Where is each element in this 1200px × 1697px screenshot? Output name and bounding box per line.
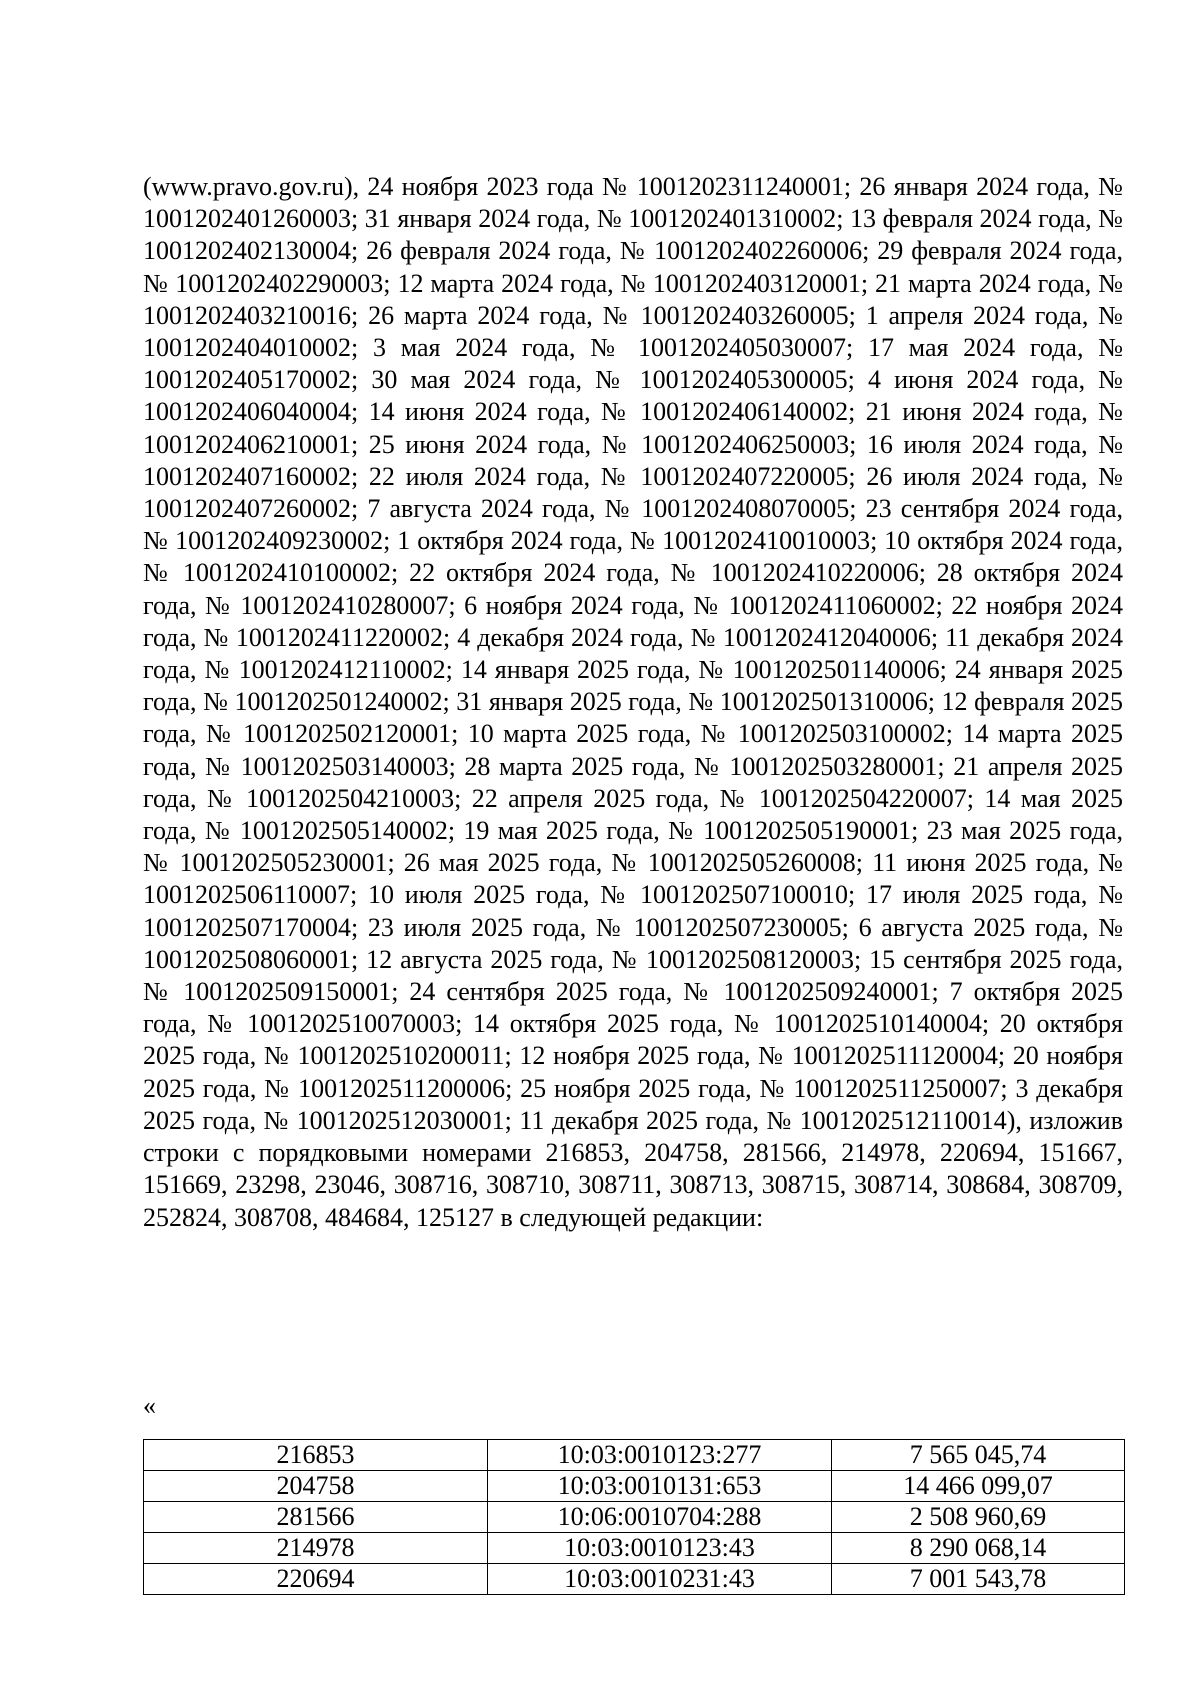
row-number-cell: 281566	[144, 1502, 488, 1533]
opening-quote: «	[143, 1391, 156, 1420]
row-number-cell: 220694	[144, 1564, 488, 1595]
row-number-cell: 216853	[144, 1440, 488, 1471]
table-row	[144, 1471, 1125, 1502]
table-row	[144, 1440, 1125, 1471]
cadastral-value-cell: 8 290 068,14	[832, 1533, 1125, 1564]
row-number-cell: 214978	[144, 1533, 488, 1564]
cadastral-number-cell: 10:03:0010131:653	[488, 1471, 832, 1502]
cadastral-value-cell: 2 508 960,69	[832, 1502, 1125, 1533]
table-row	[144, 1502, 1125, 1533]
cadastral-value-cell: 14 466 099,07	[832, 1471, 1125, 1502]
table-row	[144, 1564, 1125, 1595]
body-paragraph: (www.pravo.gov.ru), 24 ноября 2023 года № 1001202311240001; 26 января 2024 года, № 1001202401260003; 31 января 2024 года, № 1001202401310002; 13 февраля 2024 года, № 1001202402130004; 26 февраля 2024 года, № 1001202402260006; 29 февраля 2024 года, № 1001202402290003; 12 марта 2024 года, № 1001202403120001; 21 марта 2024 года, № 1001202403210016; 26 марта 2024 года, № 1001202403260005; 1 апреля 2024 года, № 1001202404010002; 3 мая 2024 года, № 1001202405030007; 17 мая 2024 года, № 1001202405170002; 30 мая 2024 года, № 1001202405300005; 4 июня 2024 года, № 1001202406040004; 14 июня 2024 года, № 1001202406140002; 21 июня 2024 года, № 1001202406210001; 25 июня 2024 года, № 1001202406250003; 16 июля 2024 года, № 1001202407160002; 22 июля 2024 года, № 1001202407220005; 26 июля 2024 года, № 1001202407260002; 7 августа 2024 года, № 1001202408070005; 23 сентября 2024 года, № 1001202409230002; 1 октября 2024 года, № 1001202410010003; 10 октября 2024 года, № 1001202410100002; 22 октября 2024 года, № 1001202410220006; 28 октября 2024 года, № 1001202410280007; 6 ноября 2024 года, № 1001202411060002; 22 ноября 2024 года, № 1001202411220002; 4 декабря 2024 года, № 1001202412040006; 11 декабря 2024 года, № 1001202412110002; 14 января 2025 года, № 1001202501140006; 24 января 2025 года, № 1001202501240002; 31 января 2025 года, № 1001202501310006; 12 февраля 2025 года, № 1001202502120001; 10 марта 2025 года, № 1001202503100002; 14 марта 2025 года, № 1001202503140003; 28 марта 2025 года, № 1001202503280001; 21 апреля 2025 года, № 1001202504210003; 22 апреля 2025 года, № 1001202504220007; 14 мая 2025 года, № 1001202505140002; 19 мая 2025 года, № 1001202505190001; 23 мая 2025 года, № 1001202505230001; 26 мая 2025 года, № 1001202505260008; 11 июня 2025 года, № 1001202506110007; 10 июля 2025 года, № 1001202507100010; 17 июля 2025 года, № 1001202507170004; 23 июля 2025 года, № 1001202507230005; 6 августа 2025 года, № 1001202508060001; 12 августа 2025 года, № 1001202508120003; 15 сентября 2025 года, № 1001202509150001; 24 сентября 2025 года, № 1001202509240001; 7 октября 2025 года, № 1001202510070003; 14 октября 2025 года, № 1001202510140004; 20 октября 2025 года, № 1001202510200011; 12 ноября 2025 года, № 1001202511120004; 20 ноября 2025 года, № 1001202511200006; 25 ноября 2025 года, № 1001202511250007; 3 декабря 2025 года, № 1001202512030001; 11 декабря 2025 года, № 1001202512110014), изложив строки с порядковыми номерами 216853, 204758, 281566, 214978, 220694, 151667, 151669, 23298, 23046, 308716, 308710, 308711, 308713, 308715, 308714, 308684, 308709, 252824, 308708, 484684, 125127 в следующей редакции:	[143, 172, 1123, 1232]
cadastral-value-cell: 7 001 543,78	[832, 1564, 1125, 1595]
cadastral-number-cell: 10:03:0010123:277	[488, 1440, 832, 1471]
cadastral-number-cell: 10:03:0010123:43	[488, 1533, 832, 1564]
cadastral-value-table	[143, 1439, 1125, 1595]
cadastral-number-cell: 10:03:0010231:43	[488, 1564, 832, 1595]
row-number-cell: 204758	[144, 1471, 488, 1502]
table-row	[144, 1533, 1125, 1564]
cadastral-number-cell: 10:06:0010704:288	[488, 1502, 832, 1533]
cadastral-value-cell: 7 565 045,74	[832, 1440, 1125, 1471]
